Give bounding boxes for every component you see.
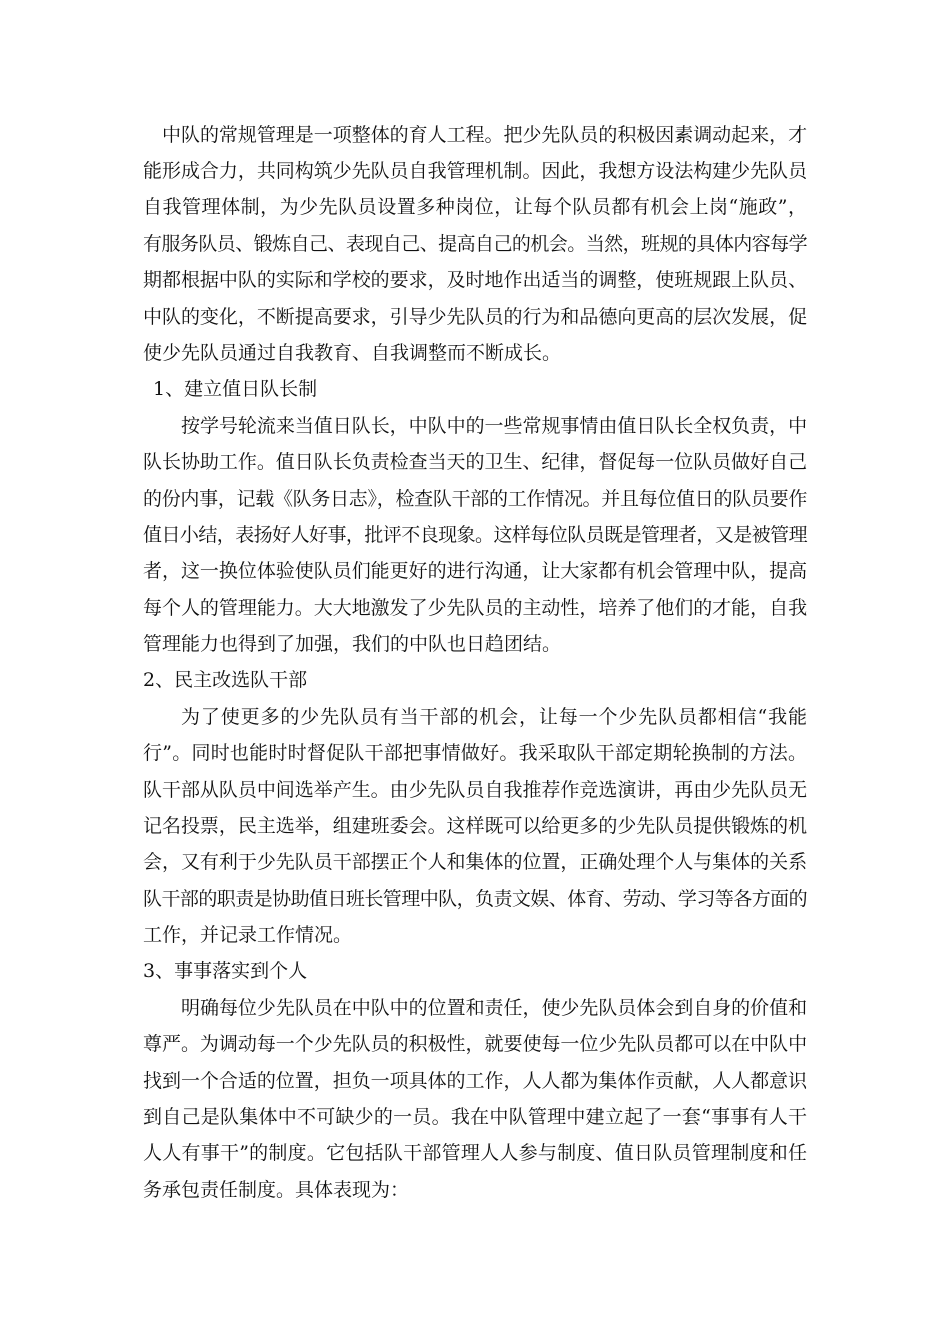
section-3-line-3: 找到一个合适的位置，担负一项具体的工作，人人都为集体作贡献，人人都意识 <box>143 1070 807 1092</box>
section-2-line-1: 为了使更多的少先队员有当干部的机会，让每一个少先队员都相信“我能 <box>181 706 807 728</box>
section-3-line-6: 务承包责任制度。具体表现为： <box>143 1179 410 1201</box>
section-1-line-4: 值日小结，表扬好人好事，批评不良现象。这样每位队员既是管理者，又是被管理 <box>143 524 807 546</box>
section-1-line-5: 者，这一换位体验使队员们能更好的进行沟通，让大家都有机会管理中队，提高 <box>143 560 807 582</box>
intro-line-2: 能形成合力，共同构筑少先队员自我管理机制。因此，我想方设法构建少先队员 <box>143 160 807 182</box>
section-1-line-3: 的份内事，记载《队务日志》，检查队干部的工作情况。并且每位值日的队员要作 <box>143 488 807 510</box>
section-2-line-2: 行”。同时也能时时督促队干部把事情做好。我采取队干部定期轮换制的方法。 <box>143 742 807 764</box>
section-2-heading: 2、民主改选队干部 <box>143 669 308 691</box>
section-2-line-6: 队干部的职责是协助值日班长管理中队，负责文娱、体育、劳动、学习等各方面的 <box>143 888 807 910</box>
intro-line-3: 自我管理体制，为少先队员设置多种岗位，让每个队员都有机会上岗“施政”， <box>143 196 807 218</box>
section-1-heading: 1、建立值日队长制 <box>153 378 318 400</box>
section-3-line-1: 明确每位少先队员在中队中的位置和责任，使少先队员体会到自身的价值和 <box>181 997 807 1019</box>
section-3-line-4: 到自己是队集体中不可缺少的一员。我在中队管理中建立起了一套“事事有人干 <box>143 1106 807 1128</box>
intro-line-7: 使少先队员通过自我教育、自我调整而不断成长。 <box>143 342 562 364</box>
section-2-line-4: 记名投票，民主选举，组建班委会。这样既可以给更多的少先队员提供锻炼的机 <box>143 815 807 837</box>
intro-line-4: 有服务队员、锻炼自己、表现自己、提高自己的机会。当然，班规的具体内容每学 <box>143 233 807 255</box>
section-3-heading: 3、事事落实到个人 <box>143 960 308 982</box>
section-2-line-5: 会，又有利于少先队员干部摆正个人和集体的位置，正确处理个人与集体的关系 <box>143 851 807 873</box>
intro-line-5: 期都根据中队的实际和学校的要求，及时地作出适当的调整，使班规跟上队员、 <box>143 269 807 291</box>
section-3-line-5: 人人有事干”的制度。它包括队干部管理人人参与制度、值日队员管理制度和任 <box>143 1142 807 1164</box>
intro-line-1: 中队的常规管理是一项整体的育人工程。把少先队员的积极因素调动起来，才 <box>162 124 807 146</box>
section-1-line-2: 队长协助工作。值日队长负责检查当天的卫生、纪律，督促每一位队员做好自己 <box>143 451 807 473</box>
section-1-line-7: 管理能力也得到了加强，我们的中队也日趋团结。 <box>143 633 562 655</box>
section-2-line-7: 工作，并记录工作情况。 <box>143 924 353 946</box>
section-3-line-2: 尊严。为调动每一个少先队员的积极性，就要使每一位少先队员都可以在中队中 <box>143 1033 807 1055</box>
intro-line-6: 中队的变化，不断提高要求，引导少先队员的行为和品德向更高的层次发展，促 <box>143 306 807 328</box>
section-2-line-3: 队干部从队员中间选举产生。由少先队员自我推荐作竞选演讲，再由少先队员无 <box>143 779 807 801</box>
section-1-line-1: 按学号轮流来当值日队长，中队中的一些常规事情由值日队长全权负责，中 <box>181 415 807 437</box>
section-1-line-6: 每个人的管理能力。大大地激发了少先队员的主动性，培养了他们的才能，自我 <box>143 597 807 619</box>
